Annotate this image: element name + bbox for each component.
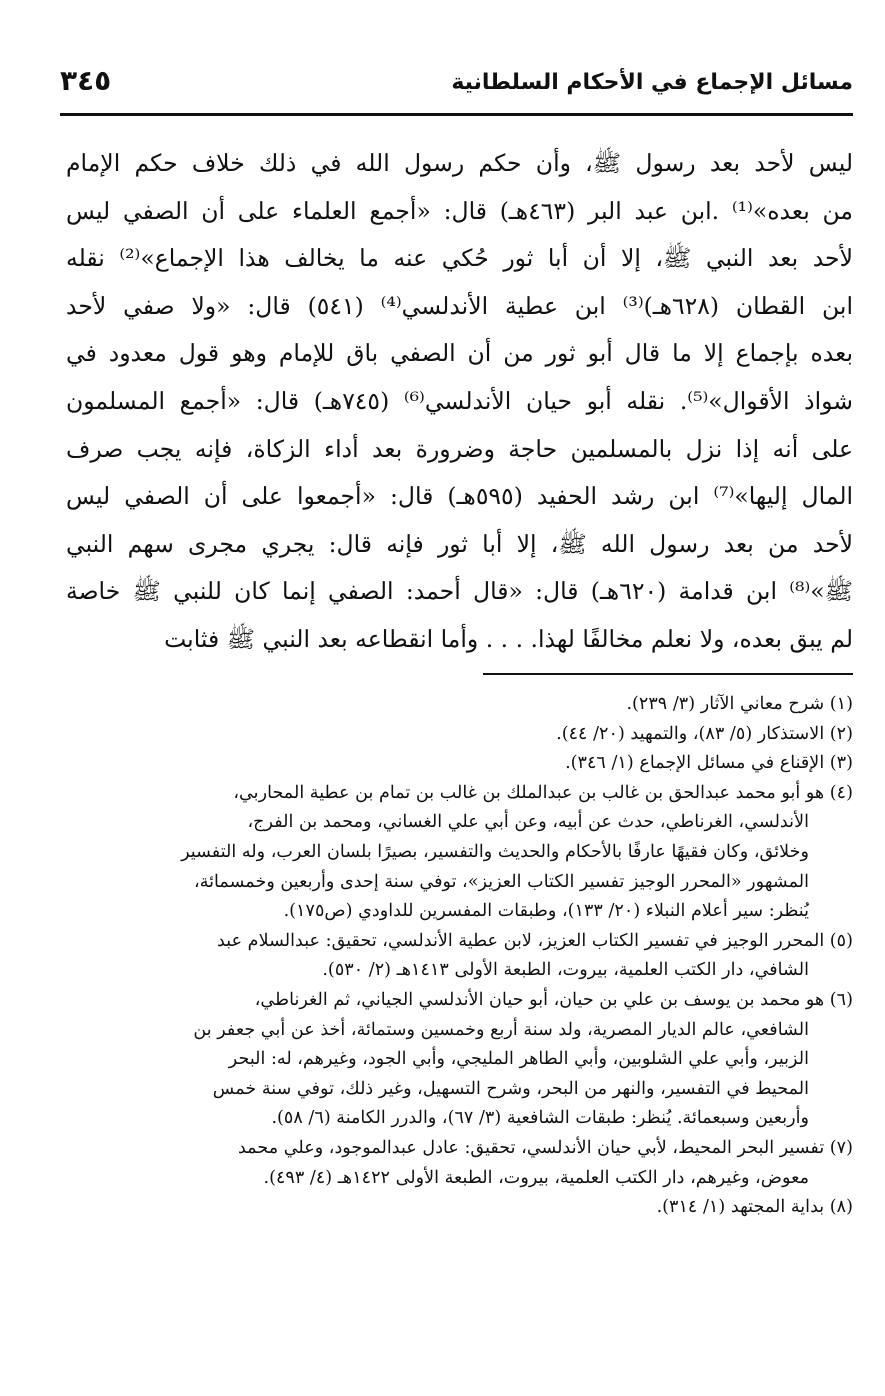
footnote-line: الزبير، وأبي علي الشلوبين، وأبي الطاهر المليجي، وأبي الجود، وغيرهم، له: البحر: [228, 1049, 809, 1070]
main-text: [66, 140, 853, 664]
text-line: المال إليها»⁽⁷⁾ ابن رشد الحفيد (٥٩٥هـ) قال: «أجمعوا على أن الصفي ليس: [66, 482, 853, 511]
text-line: على أنه إذا نزل بالمسلمين حاجة وضرورة بعد أداء الزكاة، فإنه يجب صرف: [66, 434, 853, 463]
text-line: من بعده»⁽¹⁾ .ابن عبد البر (٤٦٣هـ) قال: «أجمع العلماء على أن الصفي ليس: [66, 196, 853, 225]
text-line: ابن القطان (٦٢٨هـ)⁽³⁾ ابن عطية الأندلسي⁽⁴⁾ (٥٤١) قال: «ولا صفي لأحد: [66, 291, 853, 320]
footnote-line: (٦) هو محمد بن يوسف بن علي بن حيان، أبو حيان الأندلسي الجياني، ثم الغرناطي،: [254, 989, 853, 1010]
footnote-separator: [483, 673, 853, 675]
footnotes: [66, 690, 853, 1223]
text-line: ليس لأحد بعد رسول ﷺ، وأن حكم رسول الله في ذلك خلاف حكم الإمام: [66, 149, 853, 177]
footnote-line: (٤) هو أبو محمد عبدالحق بن غالب بن عبدالملك بن غالب بن تمام بن عطية المحاربي،: [233, 782, 853, 803]
text-line: لأحد بعد النبي ﷺ، إلا أن أبا ثور حُكي عنه ما يخالف هذا الإجماع»⁽²⁾ نقله: [66, 244, 853, 273]
text-line: شواذ الأقوال»⁽⁵⁾. نقله أبو حيان الأندلسي⁽⁶⁾ (٧٤٥هـ) قال: «أجمع المسلمون: [66, 386, 853, 415]
footnote-line: وخلائق، وكان فقيهًا عارفًا بالأحكام والحديث والتفسير، بصيرًا بلسان العرب، وله التفسير: [181, 841, 809, 862]
running-title: مسائل الإجماع في الأحكام السلطانية: [451, 70, 853, 95]
footnote-line: المشهور «المحرر الوجيز تفسير الكتاب العزيز»، توفي سنة إحدى وأربعين وخمسمائة،: [194, 871, 809, 892]
text-line: ﷺ»⁽⁸⁾ ابن قدامة (٦٢٠هـ) قال: «قال أحمد: الصفي إنما كان للنبي ﷺ خاصة: [66, 577, 853, 606]
footnote-line: يُنظر: سير أعلام النبلاء (٢٠/ ١٣٣)، وطبقات المفسرين للداودي (ص١٧٥).: [283, 901, 809, 922]
footnote-line: (٢) الاستذكار (٥/ ٨٣)، والتمهيد (٢٠/ ٤٤).: [556, 723, 853, 744]
header-rule: [60, 113, 853, 116]
footnote-line: وأربعين وسبعمائة. يُنظر: طبقات الشافعية (٣/ ٦٧)، والدرر الكامنة (٦/ ٥٨).: [271, 1108, 809, 1129]
page-number: ٣٤٥: [60, 64, 112, 97]
footnote-line: (٥) المحرر الوجيز في تفسير الكتاب العزيز، لابن عطية الأندلسي، تحقيق: عبدالسلام عبد: [217, 930, 853, 951]
footnote-line: الشافي، دار الكتب العلمية، بيروت، الطبعة الأولى ١٤١٣هـ (٢/ ٥٣٠).: [322, 960, 809, 981]
footnote-line: الأندلسي، الغرناطي، حدث عن أبيه، وعن أبي علي الغساني، ومحمد بن الفرج،: [247, 812, 809, 833]
footnote-line: المحيط في التفسير، والنهر من البحر، وشرح التسهيل، وغير ذلك، توفي سنة خمس: [212, 1078, 809, 1099]
footnote-line: (٧) تفسير البحر المحيط، لأبي حيان الأندلسي، تحقيق: عادل عبدالموجود، وعلي محمد: [237, 1137, 853, 1158]
text-line: لم يبق بعده، ولا نعلم مخالفًا لهذا. . . . وأما انقطاعه بعد النبي ﷺ فثابت: [164, 624, 853, 653]
footnote-line: (٣) الإقناع في مسائل الإجماع (١/ ٣٤٦).: [565, 753, 853, 774]
footnote-line: معوض، وغيرهم، دار الكتب العلمية، بيروت، الطبعة الأولى ١٤٢٢هـ (٤/ ٤٩٣).: [263, 1167, 809, 1188]
footnote-line: (٨) بداية المجتهد (١/ ٣١٤).: [656, 1197, 853, 1218]
footnote-line: (١) شرح معاني الآثار (٣/ ٢٣٩).: [626, 694, 853, 714]
footnote-line: الشافعي، عالم الديار المصرية، ولد سنة أربع وخمسين وستمائة، أخذ عن أبي جعفر بن: [193, 1019, 809, 1040]
text-line: لأحد من بعد رسول الله ﷺ، إلا أبا ثور فإنه قال: يجري مجرى سهم النبي: [66, 529, 853, 558]
text-line: بعده بإجماع إلا ما قال أبو ثور من أن الصفي باق للإمام وهو قول معدود في: [66, 339, 853, 368]
page-header: [60, 64, 853, 106]
